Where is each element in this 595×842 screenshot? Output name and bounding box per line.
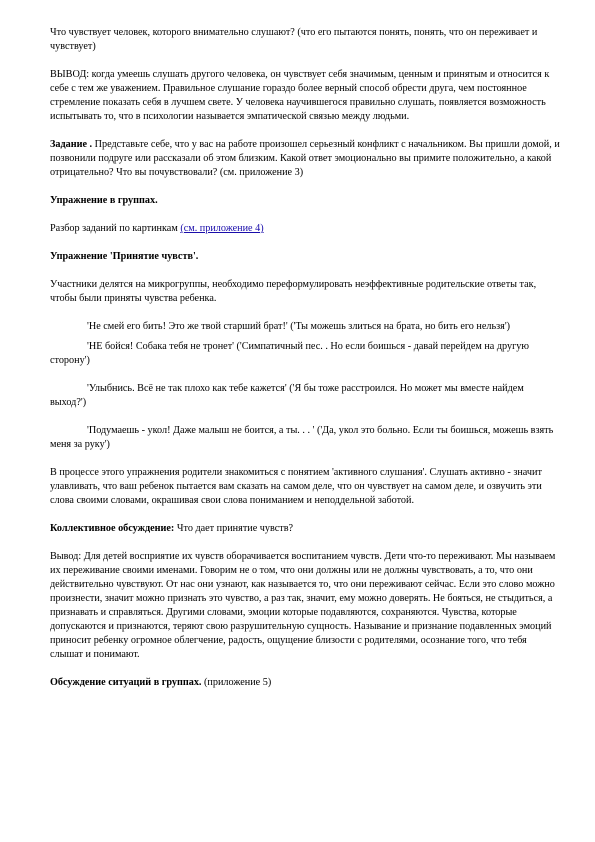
question-paragraph: Что чувствует человек, которого внимательно слушают? (что его пытаются понять, понять, что он переживает и чувствует) — [50, 27, 538, 52]
active-listening-paragraph: В процессе этого упражнения родители знакомиться с понятием 'активного слушания'. Слушать активно - значит улавливать, что ваш ребенок пытается вам сказать на самом деле, что он чувствует на самом деле, и озвучить эти слова своими словами, окрашивая свои слова пониманием и неподдельной заботой. — [50, 467, 542, 506]
conclusion-paragraph: ВЫВОД: когда умеешь слушать другого человека, он чувствует себя значимым, ценным и принятым и относится к себе с тем же уважением. Правильное слушание гораздо более верный способ обрести друга, чем постоянное стремление показать себя в лучшем свете. У человека научившегося правильно слушать, появляется возможность испытывать то, что в психологии называется эмпатической связью между людьми. — [50, 69, 550, 122]
situations-paragraph — [50, 676, 560, 690]
collective-discussion-paragraph — [50, 522, 560, 536]
accept-feelings-title: Упражнение 'Принятие чувств'. — [50, 251, 199, 262]
pictures-paragraph — [50, 222, 560, 236]
task-text: Представьте себе, что у вас на работе произошел серьезный конфликт с начальником. Вы пришли домой, и позвонили подруге или рассказали об этом близким. Какой ответ эмоционально вы примите положительно, а какой отрицательно? Что вы почувствовали? (см. приложение 3) — [50, 139, 560, 178]
situations-label: Обсуждение ситуаций в группах. — [50, 677, 202, 688]
example-item: 'НЕ бойся! Собака тебя не тронет' ('Симпатичный пес. . Но если боишься - давай перейдем на другую сторону') — [50, 341, 529, 366]
participants-paragraph: Участники делятся на микрогруппы, необходимо переформулировать неэффективные родительские ответы так, чтобы были приняты чувства ребенка. — [50, 279, 537, 304]
task-paragraph — [50, 138, 560, 180]
pictures-text: Разбор заданий по картинкам — [50, 223, 181, 234]
example-item: 'Улыбнись. Всё не так плохо как тебе кажется' ('Я бы тоже расстроился. Но может мы вместе найдем выход?') — [50, 383, 524, 408]
example-item: 'Не смей его бить! Это же твой старший брат!' ('Ты можешь злиться на брата, но бить его нельзя') — [87, 321, 511, 332]
situations-text: (приложение 5) — [201, 677, 272, 688]
collective-discussion-label: Коллективное обсуждение: — [50, 523, 175, 534]
group-exercise-title: Упражнение в группах. — [50, 195, 158, 206]
group-exercise-heading — [50, 194, 560, 208]
task-label: Задание . — [50, 139, 93, 150]
final-conclusion-paragraph: Вывод: Для детей восприятие их чувств оборачивается воспитанием чувств. Дети что-то переживают. Мы называем их переживание своими именами. Говорим не о том, что они должны или не должны чувствовать, а то, что они действительно чувствуют. От нас они узнают, как называется то, что они переживают сейчас. Если это слово можно произнести, значит можно признать это чувство, а раз так, значит, ему можно доверять. Не бояться, не стыдиться, а признавать и справляться. Другими словами, эмоции которые подавляются, сохраняются. Чувства, которые допускаются и признаются, теряют свою разрушительную сущность. Называние и признание подавленных эмоций приносит ребенку огромное облегчение, радость, ощущение близости с родителями, осознание того, что тебя слышат и понимают. — [50, 551, 556, 660]
accept-feelings-heading — [50, 250, 560, 264]
document-page — [50, 26, 560, 704]
appendix-4-link[interactable]: (см. приложение 4) — [180, 223, 264, 234]
example-item: 'Подумаешь - укол! Даже малыш не боится, а ты. . . ' ('Да, укол это больно. Если ты боишься, можешь взять меня за руку') — [50, 425, 554, 450]
collective-discussion-text: Что дает принятие чувств? — [174, 523, 294, 534]
